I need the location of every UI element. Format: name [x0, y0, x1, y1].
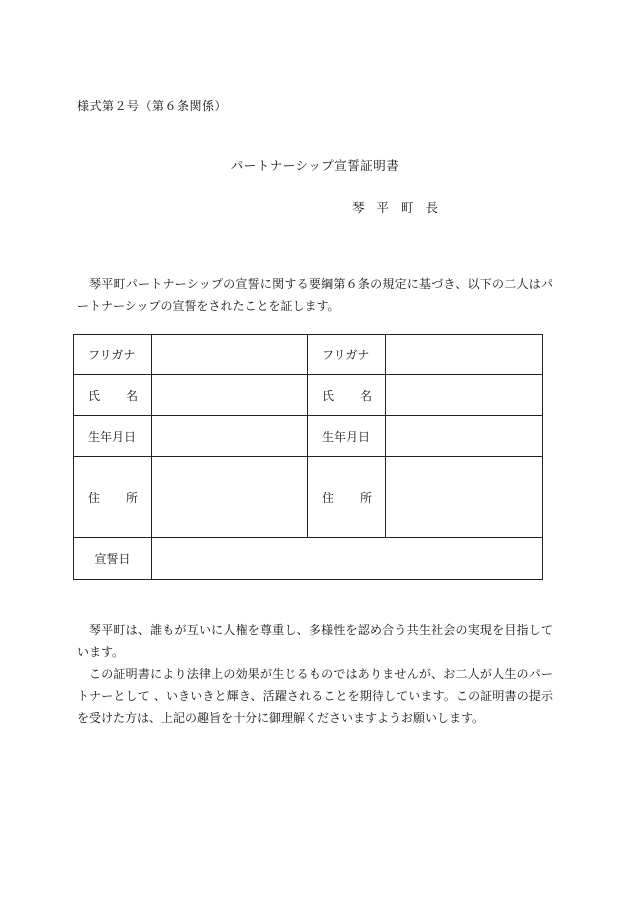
- furigana-label-left: フリガナ: [74, 335, 152, 375]
- dob-value-left[interactable]: [152, 416, 308, 457]
- address-label-right-cell: [308, 457, 386, 538]
- address-label-left-cell: [74, 457, 152, 538]
- furigana-label-right: フリガナ: [308, 335, 386, 375]
- address-row: [74, 457, 543, 538]
- furigana-row: [74, 335, 543, 375]
- name-label-left-cell: [74, 375, 152, 416]
- address-value-right[interactable]: [386, 457, 543, 538]
- intro-paragraph: 琴平町パートナーシップの宣誓に関する要綱第６条の規定に基づき、以下の二人はパートナーシップの宣誓をされたことを証します。: [77, 277, 553, 313]
- dob-label-left: 生年月日: [74, 416, 152, 457]
- furigana-value-right[interactable]: [386, 335, 543, 375]
- name-value-left[interactable]: [152, 375, 308, 416]
- dob-value-right[interactable]: [386, 416, 543, 457]
- address-label-right: 住所: [322, 490, 372, 505]
- name-label-right-cell: [308, 375, 386, 416]
- dob-row: [74, 416, 543, 457]
- oath-date-value[interactable]: [152, 538, 543, 580]
- oath-date-label: 宣誓日: [74, 538, 152, 580]
- name-label-right: 氏名: [322, 388, 372, 403]
- closing-paragraph-2: この証明書により法律上の効果が生じるものではありませんが、お二人が人生のパートナーとして 、いきいきと輝き、活躍されることを期待しています。この証明書の提示を受けた方は、上記の趣旨を十分に御理解くださいますようお願いします。: [77, 667, 553, 725]
- closing-paragraph-1: 琴平町は、誰もが互いに人権を尊重し、多様性を認め合う共生社会の実現を目指しています。: [77, 623, 553, 659]
- name-row: [74, 375, 543, 416]
- address-value-left[interactable]: [152, 457, 308, 538]
- name-value-right[interactable]: [386, 375, 543, 416]
- partner-info-table: [73, 334, 543, 580]
- document-title: パートナーシップ宣誓証明書: [230, 158, 400, 173]
- address-label-left: 住所: [88, 490, 138, 505]
- form-number: 様式第２号（第６条関係）: [77, 99, 228, 113]
- dob-label-right: 生年月日: [308, 416, 386, 457]
- name-label-left: 氏名: [88, 388, 138, 403]
- furigana-value-left[interactable]: [152, 335, 308, 375]
- issuer-name: 琴平町長: [352, 200, 451, 215]
- oath-date-row: [74, 538, 543, 580]
- closing-text: [77, 619, 553, 729]
